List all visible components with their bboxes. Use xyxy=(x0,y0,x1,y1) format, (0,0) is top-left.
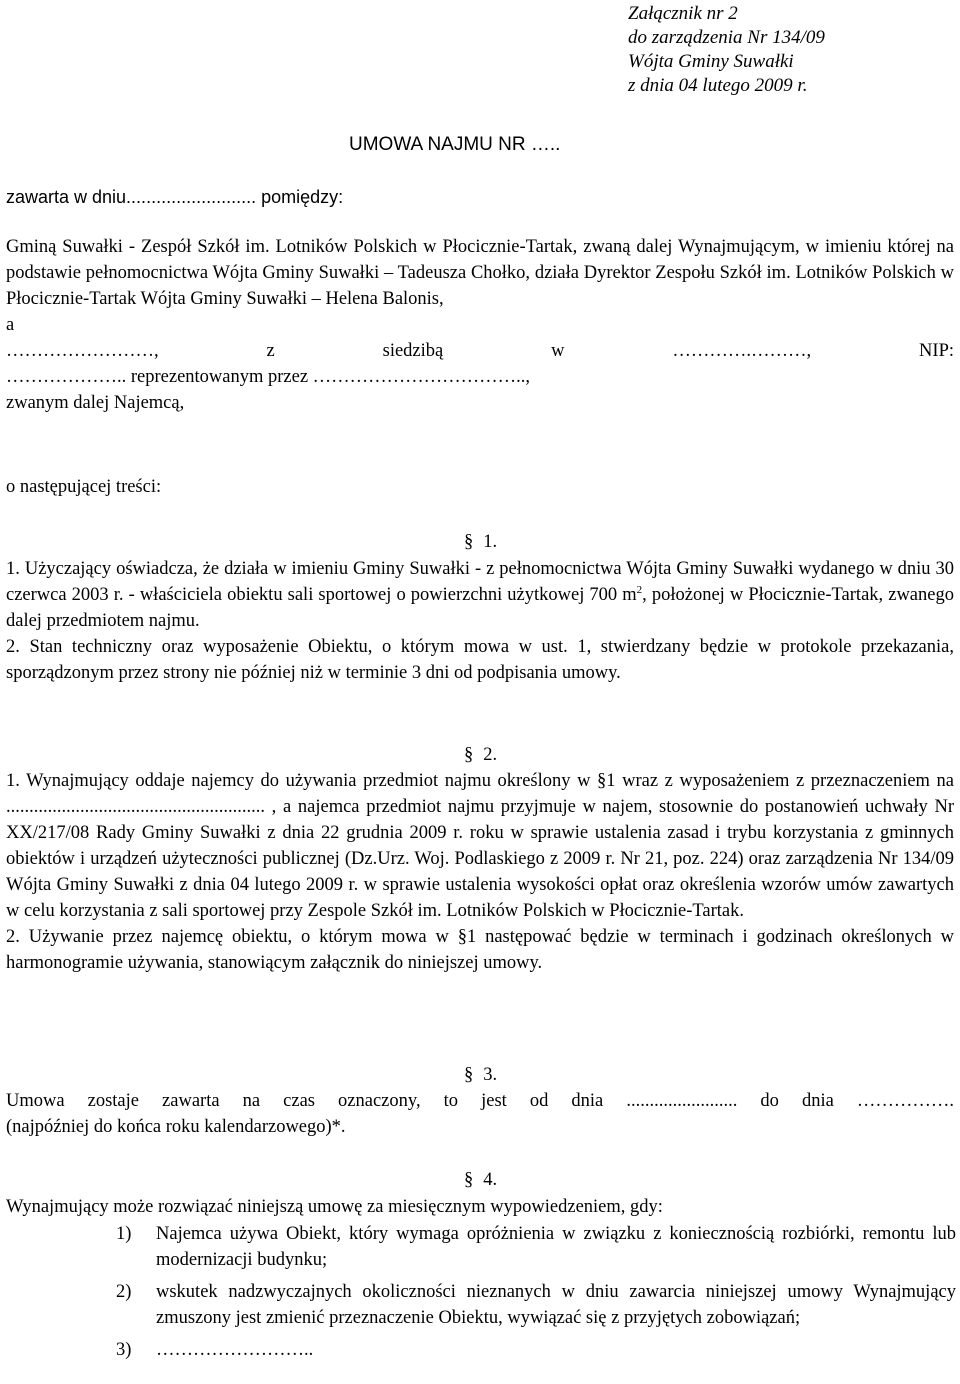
tenant-name-line: zwanym dalej Najemcą, xyxy=(6,393,185,413)
concluded-on-line: zawarta w dniu.......................... pomiędzy: xyxy=(6,187,344,207)
paragraph-sign: § xyxy=(464,1170,474,1190)
section-4-intro xyxy=(6,1194,954,1220)
section-3-heading xyxy=(464,1062,497,1088)
annex-line-3: Wójta Gminy Suwałki xyxy=(628,51,794,72)
section-2-paragraph-2: 2. Używanie przez najemcę obiektu, o którym mowa w §1 następować będzie w terminach i godzinach określonych w harmonogramie używania, stanowiącym załącznik do niniejszej umowy. xyxy=(6,927,954,973)
list-item xyxy=(116,1279,956,1331)
section-2-paragraph-1: 1. Wynajmujący oddaje najemcy do używania przedmiot najmu określony w §1 wraz z wyposażeniem z przeznaczeniem na ........................................................ , a najemca przedmiot najmu przyjmuje w najem, stosownie do postanowień uchwały Nr XX/217/08 Rady Gminy Suwałki z dnia 22 grudnia 2009 r. roku w sprawie ustalenia zasad i trybu korzystania z gminnych obiektów i urządzeń użyteczności publicznej (Dz.Urz. Woj. Podlaskiego z 2009 r. Nr 21, poz. 224) oraz zarządzenia Nr 134/09 Wójta Gminy Suwałki z dnia 04 lutego 2009 r. w sprawie ustalenia wysokości opłat oraz określenia wzorów umów zawartych w celu korzystania z sali sportowej przy Zespole Szkół im. Lotników Polskich w Płocicznie-Tartak. xyxy=(6,771,954,921)
list-item-number: 3) xyxy=(116,1340,132,1360)
following-content-text: o następującej treści: xyxy=(6,477,162,497)
section-3-body xyxy=(6,1088,954,1140)
paragraph-sign: § xyxy=(464,745,474,765)
list-item-text: wskutek nadzwyczajnych okoliczności nieznanych w dniu zawarcia niniejszej umowy Wynajmujący zmuszony jest zmienić przeznaczenie Obiektu, wywiązać się z przyjętych zobowiązań; xyxy=(156,1282,956,1328)
list-item-number: 2) xyxy=(116,1282,132,1302)
annex-line-1: Załącznik nr 2 xyxy=(628,3,738,24)
section-2-body xyxy=(6,768,954,976)
section-2-heading xyxy=(464,742,497,768)
annex-line-2: do zarządzenia Nr 134/09 xyxy=(628,27,825,48)
annex-header xyxy=(628,2,928,98)
section-number: 2. xyxy=(483,745,498,765)
section-3-paragraph-1: Umowa zostaje zawarta na czas oznaczony, to jest od dnia ........................ do dnia ……………. xyxy=(6,1091,954,1111)
tenant-seat-line: ……………………, z siedzibą w ………….………, NIP: xyxy=(6,341,954,361)
section-1-heading xyxy=(464,529,497,555)
tenant-representative-line: ……………….. reprezentowanym przez …………………………….., xyxy=(6,367,531,387)
section-1-paragraph-2: 2. Stan techniczny oraz wyposażenie Obiektu, o którym mowa w ust. 1, stwierdzany będzie w protokole przekazania, sporządzonym przez strony nie później niż w terminie 3 dni od podpisania umowy. xyxy=(6,637,954,683)
list-item xyxy=(116,1221,956,1273)
document-title: UMOWA NAJMU NR ….. xyxy=(349,134,561,155)
paragraph-sign: § xyxy=(464,532,474,552)
section-4-heading xyxy=(464,1167,497,1193)
lessor-description: Gminą Suwałki - Zespół Szkół im. Lotników Polskich w Płocicznie-Tartak, zwaną dalej Wynajmującym, w imieniu której na podstawie pełnomocnictwa Wójta Gminy Suwałki – Tadeusza Chołko, działa Dyrektor Zespołu Szkół im. Lotników Polskich w Płocicznie-Tartak Wójta Gminy Suwałki – Helena Balonis, xyxy=(6,237,954,309)
list-item-number: 1) xyxy=(116,1224,132,1244)
section-number: 3. xyxy=(483,1065,498,1085)
section-1-body xyxy=(6,556,954,686)
section-1-p1-tail: , położonej w Płocicznie-Tartak, zwanego dalej przedmiotem najmu. xyxy=(6,585,954,631)
section-number: 1. xyxy=(483,532,498,552)
annex-line-4: z dnia 04 lutego 2009 r. xyxy=(628,75,808,96)
section-4-intro-text: Wynajmujący może rozwiązać niniejszą umowę za miesięcznym wypowiedzeniem, gdy: xyxy=(6,1197,663,1217)
termination-conditions-list xyxy=(116,1221,956,1363)
section-number: 4. xyxy=(483,1170,498,1190)
parties-paragraph xyxy=(6,234,954,416)
section-1-p1-text: 1. Użyczający oświadcza, że działa w imieniu Gminy Suwałki - z pełnomocnictwa Wójta Gminy Suwałki wydanego w dniu 30 czerwca 2003 r. - właściciela obiektu sali sportowej o powierzchni użytkowej 700 m xyxy=(6,559,954,605)
section-1-paragraph-1 xyxy=(6,556,954,634)
list-item-text: …………………….. xyxy=(156,1340,314,1360)
following-content-line xyxy=(6,474,954,500)
paragraph-sign: § xyxy=(464,1065,474,1085)
area-unit-superscript: 2 xyxy=(636,583,643,596)
section-3-paragraph-2: (najpóźniej do końca roku kalendarzowego)*. xyxy=(6,1117,346,1137)
list-item xyxy=(116,1337,956,1363)
list-item-text: Najemca używa Obiekt, który wymaga opróżnienia w związku z koniecznością rozbiórki, remontu lub modernizacji budynku; xyxy=(156,1224,956,1270)
conjunction-a: a xyxy=(6,315,15,335)
